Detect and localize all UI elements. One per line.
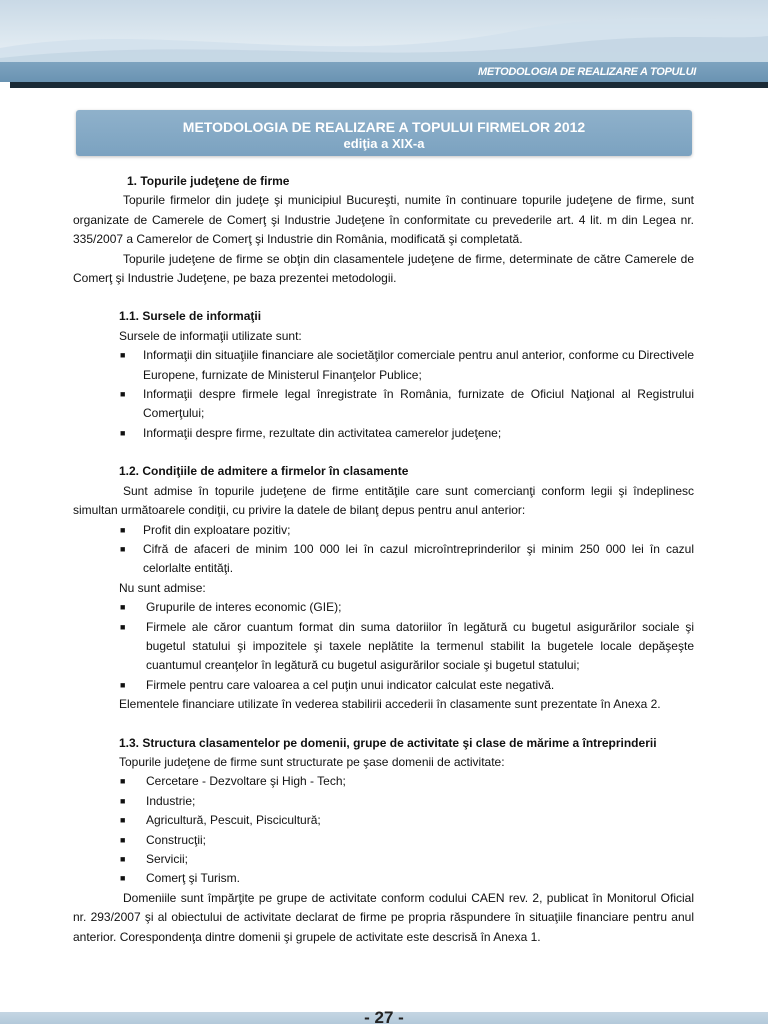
- list-item: ■ Firmele ale căror cuantum format din suma datoriilor în legătură cu bugetul asigurărilor sociale şi bugetul statului şi impozitele şi taxele neplătite la termenul stabilit la bugetele locale depăşeşte cuantumul creanţelor în legătură cu bugetul asigurărilor sociale şi bugetul statului;: [120, 619, 694, 673]
- section-1-2-heading: 1.2. Condiţiile de admitere a firmelor în clasamente: [119, 464, 409, 479]
- bullet-icon: ■: [120, 524, 126, 535]
- bullet-icon: ■: [120, 776, 126, 787]
- section-1-2-paragraph: Sunt admise în topurile judeţene de firme entităţile care sunt comercianţi conform legii şi îndeplinesc simultan următoarele condiţii, cu privire la datele de bilanţ depus pentru anul anterior:: [73, 483, 694, 518]
- section-1-3-closing: Domeniile sunt împărţite pe grupe de activitate conform codului CAEN rev. 2, publicat în Monitorul Oficial nr. 293/2007 şi al obiectului de activitate declarat de firme pe propria răspundere în situaţiile financiare pentru anul anterior. Corespondenţa dintre domenii şi grupele de activitate este descrisă în Anexa 1.: [73, 890, 694, 944]
- bullet-icon: ■: [120, 350, 126, 361]
- bullet-icon: ■: [120, 873, 126, 884]
- list-item: ■ Informaţii din situaţiile financiare ale societăţilor comerciale pentru anul anterior, conforme cu Directivele Europene, furnizate de Ministerul Finanţelor Publice;: [120, 348, 694, 382]
- document-title-box: [76, 110, 692, 156]
- document-title: METODOLOGIA DE REALIZARE A TOPULUI FIRMELOR 2012: [182, 119, 586, 135]
- bullet-icon: ■: [120, 602, 126, 613]
- section-1-3-intro: Topurile judeţene de firme sunt structurate pe şase domenii de activitate:: [119, 754, 505, 769]
- document-edition: ediţia a XIX-a: [343, 136, 425, 151]
- bullet-icon: ■: [120, 427, 126, 438]
- bullet-icon: ■: [120, 543, 126, 554]
- not-admitted-label: Nu sunt admise:: [119, 580, 206, 595]
- bullet-icon: ■: [120, 834, 126, 845]
- section-1-heading: 1. Topurile judeţene de firme: [127, 174, 290, 188]
- list-item: ■ Cercetare - Dezvoltare şi High - Tech;: [73, 772, 694, 791]
- document-body: [73, 172, 694, 947]
- list-item: ■ Servicii;: [73, 850, 694, 869]
- section-1-1-intro: Sursele de informaţii utilizate sunt:: [119, 328, 302, 343]
- section-1-paragraph-2: Topurile judeţene de firme se obţin din clasamentele judeţene de firme, determinate de către Camerele de Comerţ şi Industrie Judeţene, pe baza prezentei metodologii.: [73, 251, 694, 286]
- section-1-paragraph-1: Topurile firmelor din judeţe şi municipiul Bucureşti, numite în continuare topurile judeţene de firme, sunt organizate de Camerele de Comerţ şi Industrie Judeţene în conformitate cu prevederile art. 4 lit. m din Legea nr. 335/2007 a Camerelor de Comerţ şi Industrie din România, modificată şi completată.: [73, 193, 694, 247]
- section-1-2-closing: Elementele financiare utilizate în vederea stabilirii accederii în clasamente sunt prezentate în Anexa 2.: [119, 697, 661, 712]
- bullet-icon: ■: [120, 854, 126, 864]
- list-item: ■ Grupurile de interes economic (GIE);: [73, 598, 694, 617]
- bullet-icon: ■: [120, 621, 126, 632]
- list-item: ■ Agricultură, Pescuit, Piscicultură;: [73, 811, 694, 830]
- page-number: - 27 -: [364, 1008, 404, 1027]
- bullet-icon: ■: [120, 679, 126, 690]
- top-decorative-band: [0, 0, 768, 64]
- running-header-title: METODOLOGIA DE REALIZARE A TOPULUI: [478, 66, 696, 78]
- wave-decoration: [0, 0, 768, 64]
- list-item: ■ Firmele pentru care valoarea a cel puţin unui indicator calculat este negativă.: [73, 676, 694, 695]
- list-item: ■ Industrie;: [73, 792, 694, 811]
- list-item: ■ Comerţ şi Turism.: [73, 869, 694, 888]
- section-1-3-heading: 1.3. Structura clasamentelor pe domenii, grupe de activitate şi clase de mărime a întreprinderii: [119, 735, 657, 750]
- bullet-icon: ■: [120, 815, 126, 826]
- list-item: ■ Informaţii despre firmele legal înregistrate în România, furnizate de Oficiul Naţional al Registrului Comerţului;: [120, 387, 694, 421]
- section-1-1-heading: 1.1. Sursele de informaţii: [119, 309, 262, 324]
- list-item: ■ Informaţii despre firme, rezultate din activitatea camerelor judeţene;: [73, 424, 694, 443]
- bullet-icon: ■: [120, 389, 126, 400]
- list-item: ■ Construcţii;: [73, 831, 694, 850]
- list-item: ■ Profit din exploatare pozitiv;: [73, 521, 694, 540]
- list-item: ■ Cifră de afaceri de minim 100 000 lei în cazul microîntreprinderilor şi minim 250 000 lei în cazul celorlalte entităţi.: [120, 541, 694, 576]
- bullet-icon: ■: [120, 795, 126, 806]
- header-bar-shadow: [10, 82, 768, 88]
